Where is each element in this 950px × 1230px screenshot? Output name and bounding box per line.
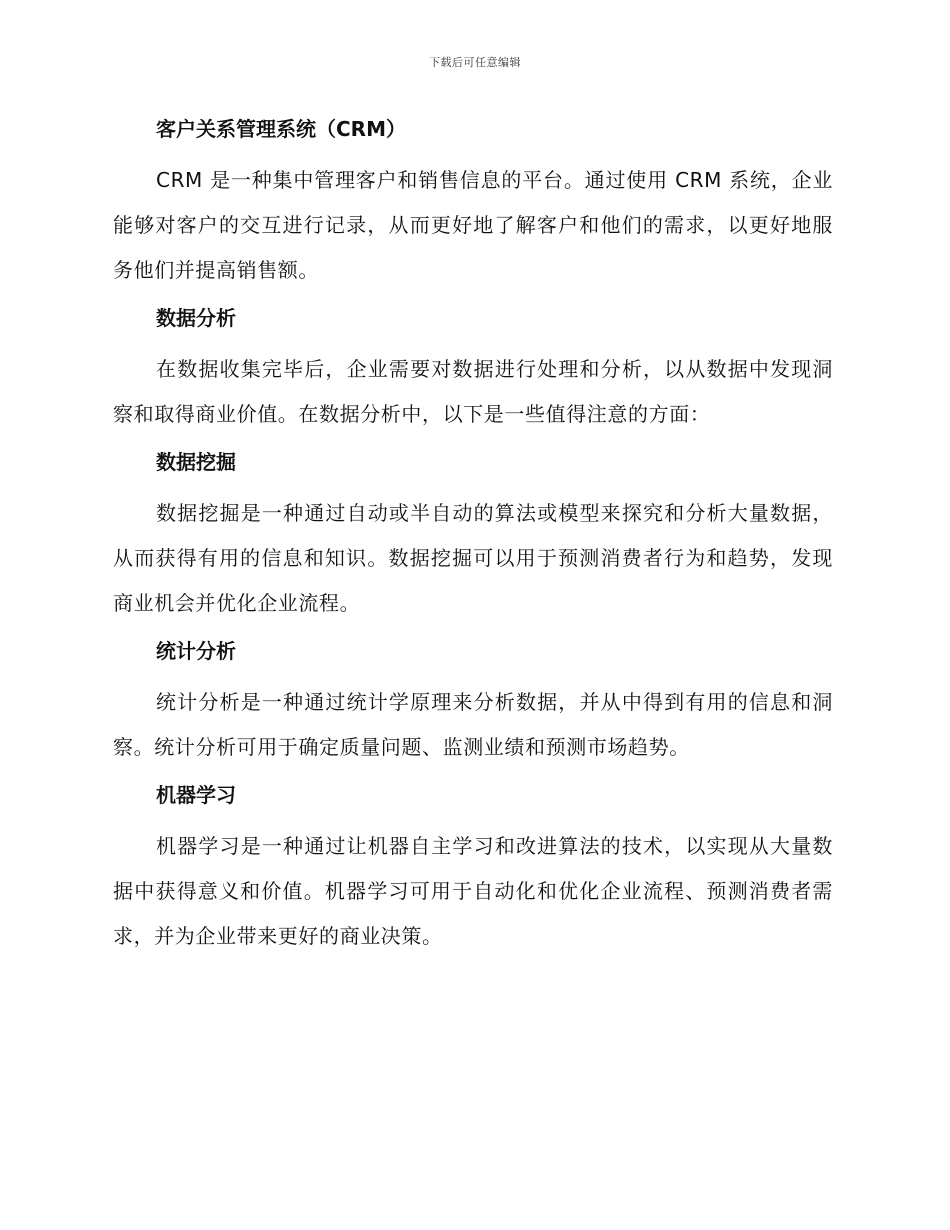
section-crm [113, 112, 833, 293]
section-heading: 数据分析 [156, 306, 236, 330]
section-paragraph: 机器学习是一种通过让机器自主学习和改进算法的技术，以实现从大量数据中获得意义和价值。机器学习可用于自动化和优化企业流程、预测消费者需求，并为企业带来更好的商业决策。 [113, 834, 833, 948]
section-heading: 客户关系管理系统（CRM） [156, 117, 406, 141]
section-data-mining [113, 445, 833, 626]
section-paragraph: 在数据收集完毕后，企业需要对数据进行处理和分析，以从数据中发现洞察和取得商业价值。在数据分析中，以下是一些值得注意的方面： [113, 357, 833, 426]
section-paragraph: 数据挖掘是一种通过自动或半自动的算法或模型来探究和分析大量数据，从而获得有用的信息和知识。数据挖掘可以用于预测消费者行为和趋势，发现商业机会并优化企业流程。 [113, 501, 833, 615]
section-machine-learning [113, 778, 833, 959]
section-paragraph: 统计分析是一种通过统计学原理来分析数据，并从中得到有用的信息和洞察。统计分析可用于确定质量问题、监测业绩和预测市场趋势。 [113, 690, 833, 759]
section-heading: 数据挖掘 [156, 450, 236, 474]
document-body [113, 112, 833, 967]
section-heading: 机器学习 [156, 783, 236, 807]
section-heading: 统计分析 [156, 639, 236, 663]
section-paragraph: CRM 是一种集中管理客户和销售信息的平台。通过使用 CRM 系统，企业能够对客户的交互进行记录，从而更好地了解客户和他们的需求，以更好地服务他们并提高销售额。 [113, 168, 833, 282]
section-data-analysis [113, 301, 833, 437]
page-header: 下载后可任意编辑 [429, 56, 521, 69]
section-statistical-analysis [113, 634, 833, 770]
